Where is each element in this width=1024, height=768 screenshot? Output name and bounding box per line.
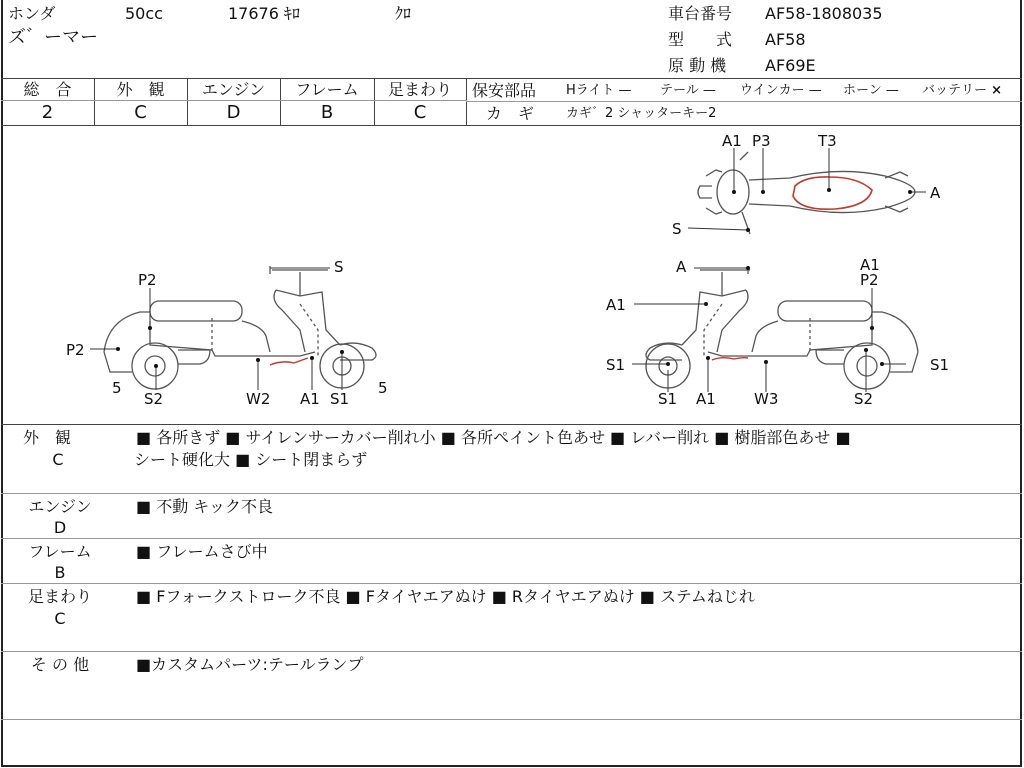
safety-horn: ホーン —: [843, 83, 899, 98]
frame-no: AF58-1808035: [765, 4, 883, 23]
label-right-A: A: [676, 258, 687, 276]
detail-frame-grade: B: [54, 563, 66, 582]
label-top-T3: T3: [818, 132, 837, 150]
frame-no-label: 車台番号: [668, 4, 733, 23]
label-right-A1-upper: A1: [606, 296, 626, 314]
detail-suspension-line1: ■ Fフォークストローク不良 ■ Fタイヤエアぬけ ■ Rタイヤエアぬけ ■ ステムねじれ: [136, 587, 755, 606]
maker: ホンダ: [8, 4, 56, 23]
label-top-P3: P3: [752, 132, 771, 150]
label-left-5-rear: 5: [112, 379, 122, 397]
safety-label: 保安部品: [472, 81, 537, 100]
safety-winker: ウインカー —: [740, 83, 822, 98]
detail-engine-line1: ■ 不動 キック不良: [136, 497, 273, 516]
label-left-P2-side: P2: [66, 341, 85, 359]
safety-battery: バッテリー ×: [922, 83, 1003, 98]
detail-engine-grade: D: [53, 518, 67, 537]
label-right-S2: S2: [854, 390, 874, 408]
detail-exterior-line1: ■ 各所きず ■ サイレンサーカバー削れ小 ■ 各所ペイント色あせ ■ レバー削れ ■ 樹脂部色あせ ■: [136, 428, 851, 447]
label-left-P2-top: P2: [138, 271, 157, 289]
label-right-A1-bottom: A1: [696, 390, 716, 408]
label-right-S1-front: S1: [606, 356, 626, 374]
label-left-5-front: 5: [378, 379, 388, 397]
diagram-divider: [1, 424, 1022, 425]
rating-engine-value: D: [226, 102, 241, 123]
rating-frame-label: フレーム: [295, 80, 359, 99]
detail-exterior-label: 外 観: [22, 428, 71, 447]
safety-tail: テール —: [660, 83, 716, 98]
label-right-S1-rear: S1: [930, 356, 950, 374]
detail-suspension-grade: C: [54, 609, 66, 628]
rating-engine-label: エンジン: [201, 80, 266, 99]
label-left-A1: A1: [300, 390, 320, 408]
label-left-S1: S1: [330, 390, 350, 408]
detail-suspension-label: 足まわり: [27, 587, 92, 606]
right-side-damage: [712, 358, 748, 360]
type-label: 型 式: [668, 30, 733, 49]
rating-exterior-value: C: [134, 102, 147, 123]
label-top-A: A: [930, 184, 941, 202]
detail-exterior-line2: シート硬化大 ■ シート閉まらず: [134, 450, 368, 469]
detail-engine-label: エンジン: [28, 497, 92, 516]
top-view-damage: [793, 177, 872, 209]
label-top-S: S: [672, 220, 682, 238]
label-right-P2: P2: [860, 271, 879, 289]
model-name: ズ゛ーマー: [8, 27, 98, 48]
detail-other-label: そ の 他: [30, 655, 90, 674]
rating-suspension-value: C: [413, 102, 427, 123]
rating-frame-value: B: [320, 102, 334, 123]
mileage: 17676 ｷﾛ: [228, 4, 300, 23]
key-value: カギ゛2 シャッターキー2: [566, 106, 717, 121]
rating-total-label: 総 合: [23, 80, 72, 99]
rating-suspension-label: 足まわり: [387, 80, 452, 99]
label-left-S-top: S: [334, 258, 344, 276]
label-left-W2: W2: [246, 390, 271, 408]
label-top-A1: A1: [722, 132, 742, 150]
type-value: AF58: [765, 30, 806, 49]
left-side-damage: [270, 358, 308, 365]
engine-value: AF69E: [765, 56, 816, 75]
label-left-S2: S2: [144, 390, 164, 408]
safety-headlight: Hライト —: [566, 83, 632, 98]
label-right-S1-bottom: S1: [658, 390, 678, 408]
key-label: カ ギ: [486, 104, 535, 123]
engine-label: 原 動 機: [668, 56, 727, 75]
label-right-A1-rear: A1: [860, 256, 880, 274]
detail-other-line1: ■カスタムパーツ:テールランプ: [136, 655, 364, 674]
rating-exterior-label: 外 観: [116, 80, 165, 99]
label-right-W3: W3: [754, 390, 779, 408]
detail-frame-line1: ■ フレームさび中: [136, 542, 268, 561]
top-view-scooter: [698, 152, 915, 234]
detail-frame-label: フレーム: [28, 542, 92, 561]
rating-total-value: 2: [41, 102, 54, 123]
displacement: 50cc: [125, 4, 163, 23]
color: ｸﾛ: [395, 4, 412, 23]
detail-exterior-grade: C: [52, 450, 64, 469]
